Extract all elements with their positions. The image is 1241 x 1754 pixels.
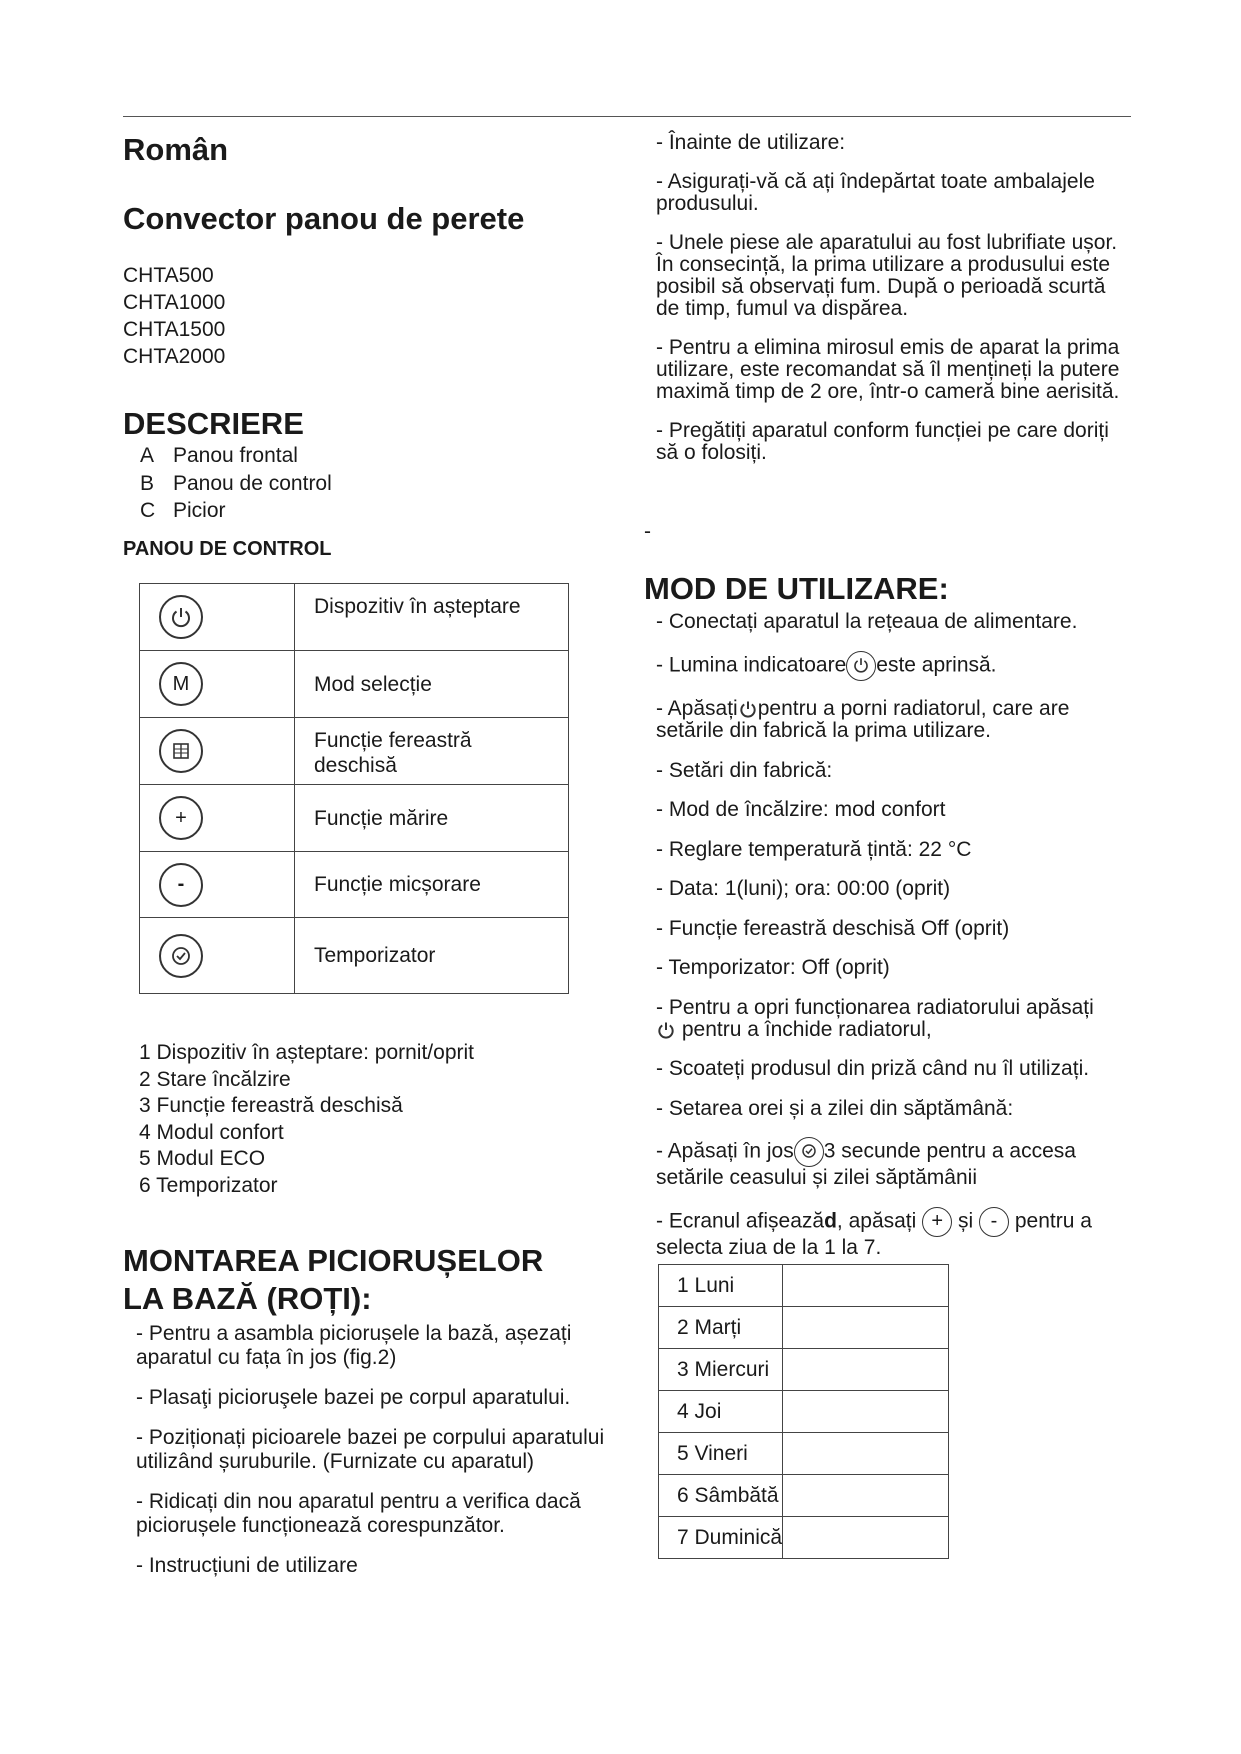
days-table [658,1264,949,1559]
list-item: - Ecranul afișeazăd, apăsați + și - pentru a selecta ziua de la 1 la 7. [656,1207,1131,1259]
part-item [140,470,332,498]
timer-icon [159,934,203,978]
control-label: Funcție micșorare [295,852,569,918]
list-item: 5 Modul ECO [139,1147,266,1170]
day-cell: 6 Sâmbătă [659,1475,783,1517]
page-title: Convector panou de perete [123,201,525,236]
parts-list [140,442,332,525]
part-label: Picior [173,499,226,522]
table-row [659,1517,949,1559]
model-item: CHTA1000 [123,291,226,314]
control-label: Temporizator [295,918,569,994]
table-row [659,1265,949,1307]
part-item [140,497,332,525]
day-cell: 5 Vineri [659,1433,783,1475]
list-item: - Scoateți produsul din priză când nu îl utilizați. [656,1057,1090,1080]
list-item: - Instrucțiuni de utilizare [136,1554,358,1577]
window-icon [159,729,203,773]
list-item: - Plasaţi picioruşele bazei pe corpul aparatului. [136,1386,571,1409]
model-item: CHTA1500 [123,318,226,341]
table-row [140,785,569,852]
part-key: A [140,444,155,467]
lone-dash: - [644,520,651,543]
list-item: - Lumina indicatoare este aprinsă. [656,651,1131,681]
list-item: - Setarea orei și a zilei din săptămână: [656,1096,1014,1120]
list-item: 1 Dispozitiv în așteptare: pornit/oprit [139,1041,474,1064]
day-cell: 2 Marți [659,1307,783,1349]
minus-icon: - [979,1207,1009,1237]
power-icon [656,1020,676,1040]
mounting-heading-line: MONTAREA PICIORUȘELOR [123,1243,544,1278]
part-label: Panou de control [173,471,332,495]
list-item: - Apăsați în jos 3 secunde pentru a accesa setările ceasului și zilei săptămânii [656,1137,1131,1189]
model-item: CHTA500 [123,264,214,287]
list-item: - Data: 1(luni); ora: 00:00 (oprit) [656,877,951,900]
table-row [140,718,569,785]
plus-icon: + [159,796,203,840]
list-item: - Mod de încălzire: mod confort [656,798,946,821]
part-key: B [140,471,155,495]
top-rule [123,116,1131,117]
mounting-heading-line: LA BAZĂ (ROȚI): [123,1281,372,1316]
list-item: - Pregătiți aparatul conform funcției pe care doriți să o folosiți. [656,419,1109,464]
model-list [123,262,225,370]
list-item: - Asigurați-vă că ați îndepărtat toate ambalajele produsului. [656,170,1095,215]
control-label: Dispozitiv în așteptare [295,584,569,651]
power-icon [738,699,758,719]
power-icon [159,595,203,639]
list-item: - Pentru a elimina mirosul emis de aparat la prima utilizare, este recomandat să îl mențineți la putere maximă timp de 2 ore, într-o cameră bine aerisită. [656,336,1120,403]
list-item: 4 Modul confort [139,1120,284,1144]
table-row [140,852,569,918]
list-item: - Apăsați pentru a porni radiatorul, care are setările din fabrică la prima utilizare. [656,697,1070,742]
day-cell: 3 Miercuri [659,1349,783,1391]
table-row [140,918,569,994]
part-key: C [140,499,156,522]
display-glyph: d [824,1209,837,1233]
list-item: - Înainte de utilizare: [656,131,846,154]
list-item: - Setări din fabrică: [656,758,833,782]
power-icon [846,651,876,681]
list-item: - Unele piese ale aparatului au fost lubrifiate ușor. În consecință, la prima utilizare a produsului este posibil să observați fum. După o perioadă scurtă de timp, fumul va dispărea. [656,231,1118,320]
list-item: - Ridicați din nou aparatul pentru a verifica dacă piciorușele funcționează corespunzător. [136,1490,581,1537]
mounting-steps [136,1322,616,1594]
minus-icon: - [159,863,203,907]
table-row [659,1349,949,1391]
model-item: CHTA2000 [123,345,226,368]
list-item: - Funcție fereastră deschisă Off (oprit) [656,916,1010,940]
timer-icon [794,1137,824,1167]
control-label: Mod selecție [295,651,569,718]
list-item: 3 Funcție fereastră deschisă [139,1094,403,1117]
language-label: Român [123,132,229,167]
list-item: - Temporizator: Off (oprit) [656,956,890,979]
plus-icon: + [922,1207,952,1237]
table-row [659,1475,949,1517]
day-cell: 1 Luni [659,1265,783,1307]
control-label: Funcție mărire [295,785,569,852]
list-item: 6 Temporizator [139,1173,278,1197]
usage-section [656,611,1131,1276]
day-cell: 4 Joi [659,1391,783,1433]
mounting-heading [123,1242,543,1318]
usage-heading: MOD DE UTILIZARE: [644,571,949,606]
list-item: - Pentru a asambla piciorușele la bază, așezați aparatul cu fața în jos (fig.2) [136,1322,572,1369]
day-cell: 7 Duminică [659,1517,783,1559]
control-legend [139,1040,474,1199]
mode-icon: M [159,662,203,706]
table-row [140,584,569,651]
table-row [659,1391,949,1433]
table-row [140,651,569,718]
table-row [659,1433,949,1475]
list-item: - Reglare temperatură țintă: 22 °C [656,837,972,861]
part-item [140,442,332,470]
list-item: - Poziționați picioarele bazei pe corpului aparatului utilizând șuruburile. (Furnizate cu aparatul) [136,1426,605,1473]
before-use-section [656,132,1126,481]
table-row [659,1307,949,1349]
list-item: 2 Stare încălzire [139,1067,291,1091]
control-label: Funcție fereastră deschisă [295,718,569,785]
list-item: - Conectați aparatul la rețeaua de alimentare. [656,610,1078,633]
control-panel-heading: PANOU DE CONTROL [123,538,332,560]
part-label: Panou frontal [173,444,298,467]
control-panel-table [139,583,569,994]
description-heading: DESCRIERE [123,406,304,441]
list-item: - Pentru a opri funcționarea radiatorului apăsați pentru a închide radiatorul, [656,995,1094,1041]
